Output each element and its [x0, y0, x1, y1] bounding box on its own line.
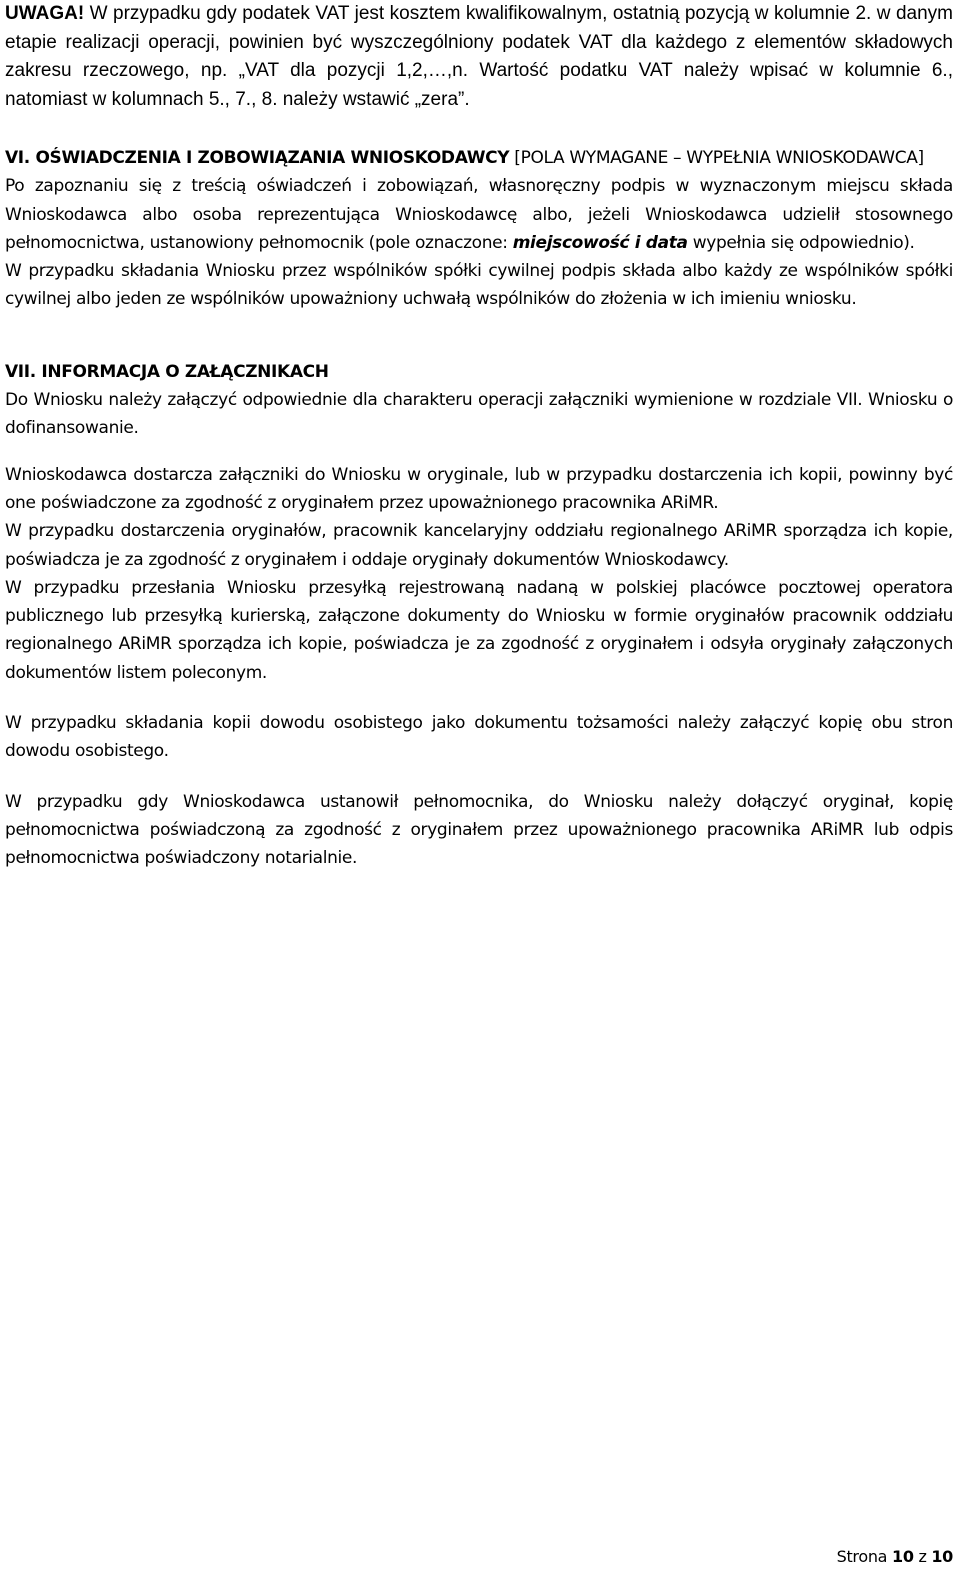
warning-label: UWAGA!	[5, 3, 85, 24]
warning-text-1: W przypadku gdy podatek VAT jest kosztem kwalifikowalnym, ostatnią pozycją w kolumnie 2. w danym etapie realizacji operacji, powinien być wyszczególniony podatek VAT dla każdego z elementów składowych zakresu rzeczowego, np. „VAT dla pozycji 1,2,…,n. Wartość podatku VAT należy wpisać w kolumnie 6.	[5, 3, 953, 81]
warning-text-2: , natomiast w kolumnach 5., 7., 8. należy wstawić „zera”.	[5, 60, 953, 110]
section-6-heading	[5, 144, 953, 172]
section-7-paragraph-3: W przypadku dostarczenia oryginałów, pracownik kancelaryjny oddziału regionalnego ARiMR sporządza ich kopie, poświadcza je za zgodność z oryginałem i oddaje oryginały dokumentów Wnioskodawcy.	[5, 521, 953, 570]
section-7-paragraph-6: W przypadku gdy Wnioskodawca ustanowił pełnomocnika, do Wniosku należy dołączyć oryginał, kopię pełnomocnictwa poświadczoną za zgodność z oryginałem przez upoważnionego pracownika ARiMR lub odpis pełnomocnictwa poświadczony notarialnie.	[5, 791, 953, 869]
page-number-total: 10	[931, 1547, 953, 1566]
vat-warning	[5, 0, 953, 114]
page-number-prefix: Strona	[836, 1547, 892, 1566]
section-7-paragraph-4: W przypadku przesłania Wniosku przesyłką rejestrowaną nadaną w polskiej placówce pocztowej operatora publicznego lub przesyłką kurierską, załączone dokumenty do Wniosku w formie oryginałów pracownik oddziału regionalnego ARiMR sporządza ich kopie, poświadcza je za zgodność z oryginałem i odsyła oryginały załączonych dokumentów listem poleconym.	[5, 577, 953, 683]
section-6-paragraph-2: W przypadku składania Wniosku przez wspólników spółki cywilnej podpis składa albo każdy ze wspólników spółki cywilnej albo jeden ze wspólników upoważniony uchwałą wspólników do złożenia w ich imieniu wniosku.	[5, 261, 953, 310]
section-6-subtitle: [POLA WYMAGANE – WYPEŁNIA WNIOSKODAWCA]	[509, 148, 924, 168]
section-7-paragraph-5: W przypadku składania kopii dowodu osobistego jako dokumentu tożsamości należy załączyć kopię obu stron dowodu osobistego.	[5, 713, 953, 762]
section-6-paragraph-1-end: wypełnia się odpowiednio).	[687, 232, 915, 253]
section-6-paragraph-1-text: Po zapoznaniu się z treścią oświadczeń i zobowiązań, własnoręczny podpis w wyznaczonym miejscu składa Wnioskodawca albo osoba reprezentująca Wnioskodawcę albo, jeżeli Wnioskodawca udzielił stosownego pełnomocnictwa, ustanowiony pełnomocnik (pole oznaczone:	[5, 176, 953, 253]
page-number-separator: z	[913, 1547, 932, 1566]
section-6-title: VI. OŚWIADCZENIA I ZOBOWIĄZANIA WNIOSKODAWCY	[5, 148, 510, 168]
section-7-paragraph-2: Wnioskodawca dostarcza załączniki do Wniosku w oryginale, lub w przypadku dostarczenia ich kopii, powinny być one poświadczone za zgodność z oryginałem przez upoważnionego pracownika ARiMR.	[5, 464, 953, 513]
section-7-paragraph-1: Do Wniosku należy załączyć odpowiednie dla charakteru operacji załączniki wymienione w rozdziale VII. Wniosku o dofinansowanie.	[5, 390, 953, 439]
page-number	[837, 1547, 953, 1566]
document-page	[5, 0, 953, 873]
section-7-heading: VII. INFORMACJA O ZAŁĄCZNIKACH	[5, 361, 329, 382]
page-number-current: 10	[891, 1547, 914, 1566]
section-6-field-name: miejscowość i data	[512, 232, 688, 253]
section-6-paragraph-1	[5, 172, 953, 257]
